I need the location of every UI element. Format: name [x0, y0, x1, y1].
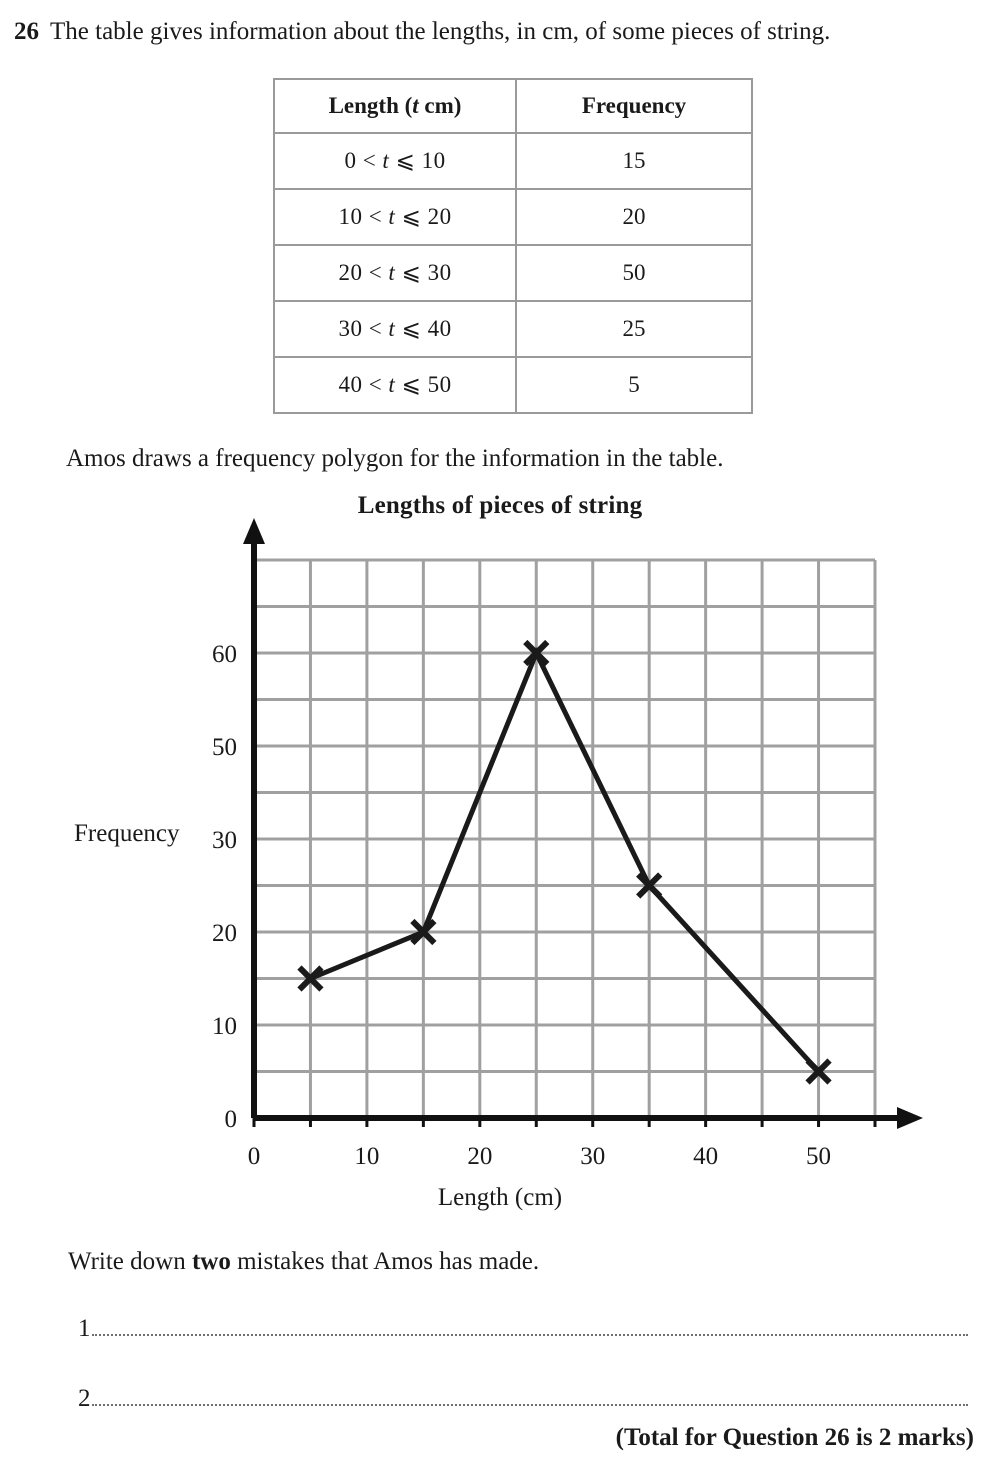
x-tick-label: 20	[467, 1143, 493, 1170]
answer-line-2[interactable]	[78, 1378, 968, 1412]
interval-upper: 20	[427, 204, 452, 229]
cell-frequency: 20	[516, 189, 752, 245]
interval-upper: 10	[421, 148, 446, 173]
y-tick-label: 10	[212, 1013, 237, 1040]
cell-length-interval	[274, 245, 516, 301]
y-tick-label: 0	[224, 1106, 237, 1133]
interval-rel2: ⩽	[401, 204, 422, 229]
cell-frequency: 50	[516, 245, 752, 301]
interval-rel2: ⩽	[401, 316, 422, 341]
interval-rel2: ⩽	[401, 372, 422, 397]
table-row	[274, 357, 752, 413]
interval-lower: 20	[338, 260, 363, 285]
chart-axes	[243, 518, 923, 1129]
answer-line-1[interactable]	[78, 1308, 968, 1342]
interval-lower: 40	[338, 372, 363, 397]
y-tick-label: 20	[212, 920, 237, 947]
table-row	[274, 301, 752, 357]
data-series-line	[310, 653, 818, 1072]
interval-variable: t	[382, 148, 390, 173]
interval-rel1: <	[362, 148, 377, 173]
y-tick-label: 30	[212, 827, 237, 854]
answer-dotted-rule-1[interactable]	[92, 1308, 969, 1336]
y-tick-label: 60	[212, 641, 237, 668]
x-axis-title: Length (cm)	[437, 1184, 563, 1211]
x-tick-label: 30	[580, 1143, 606, 1170]
table-row	[274, 189, 752, 245]
interval-rel1: <	[368, 372, 383, 397]
header-length-pre: Length (	[328, 93, 413, 118]
x-axis-tick-labels	[248, 1143, 831, 1170]
y-axis-arrowhead	[243, 518, 265, 544]
y-axis-title: Frequency	[74, 820, 180, 847]
frequency-table	[273, 78, 753, 414]
header-length-variable: t	[412, 93, 419, 118]
answer-dotted-rule-2[interactable]	[92, 1378, 969, 1406]
y-axis-tick-labels	[212, 641, 237, 1133]
header-length-post: cm)	[418, 93, 462, 118]
table-row	[274, 133, 752, 189]
x-tick-label: 0	[247, 1143, 261, 1170]
instruction-emphasis: two	[191, 1248, 231, 1275]
interval-rel2: ⩽	[401, 260, 422, 285]
cell-length-interval	[274, 357, 516, 413]
interval-rel1: <	[368, 316, 383, 341]
column-header-length	[274, 79, 516, 133]
interval-rel1: <	[368, 260, 383, 285]
cell-frequency: 5	[516, 357, 752, 413]
instruction-post: mistakes that Amos has made.	[230, 1248, 540, 1275]
interval-upper: 40	[427, 316, 452, 341]
interval-variable: t	[388, 372, 396, 397]
cell-length-interval	[274, 301, 516, 357]
interval-variable: t	[388, 316, 396, 341]
instruction-text	[68, 1246, 539, 1278]
column-header-frequency: Frequency	[516, 79, 752, 133]
table-header-row	[274, 79, 752, 133]
x-tick-label: 50	[806, 1143, 832, 1170]
question-number: 26	[14, 18, 39, 45]
interval-upper: 30	[427, 260, 452, 285]
frequency-polygon-line	[310, 653, 818, 1072]
cell-frequency: 25	[516, 301, 752, 357]
interval-rel2: ⩽	[395, 148, 416, 173]
instruction-pre: Write down	[68, 1248, 192, 1275]
x-tick-label: 40	[693, 1143, 719, 1170]
cell-length-interval	[274, 189, 516, 245]
interval-rel1: <	[368, 204, 383, 229]
answer-number-1: 1	[78, 1315, 91, 1342]
x-tick-label: 10	[354, 1143, 380, 1170]
chart-title: Lengths of pieces of string	[357, 492, 643, 519]
frequency-polygon-chart	[0, 492, 1000, 1232]
interval-upper: 50	[427, 372, 452, 397]
interval-lower: 0	[344, 148, 357, 173]
question-marks-footer: (Total for Question 26 is 2 marks)	[615, 1424, 974, 1451]
table-row	[274, 245, 752, 301]
interval-variable: t	[388, 204, 396, 229]
interval-lower: 10	[338, 204, 363, 229]
question-header	[14, 16, 984, 48]
lead-in-text: Amos draws a frequency polygon for the information in the table.	[66, 445, 724, 472]
table-body	[274, 133, 752, 413]
question-stem: The table gives information about the lengths, in cm, of some pieces of string.	[50, 18, 831, 45]
interval-lower: 30	[338, 316, 363, 341]
cell-frequency: 15	[516, 133, 752, 189]
y-tick-label: 50	[212, 734, 237, 761]
cell-length-interval	[274, 133, 516, 189]
interval-variable: t	[388, 260, 396, 285]
x-axis-arrowhead	[897, 1107, 923, 1129]
answer-number-2: 2	[78, 1385, 91, 1412]
